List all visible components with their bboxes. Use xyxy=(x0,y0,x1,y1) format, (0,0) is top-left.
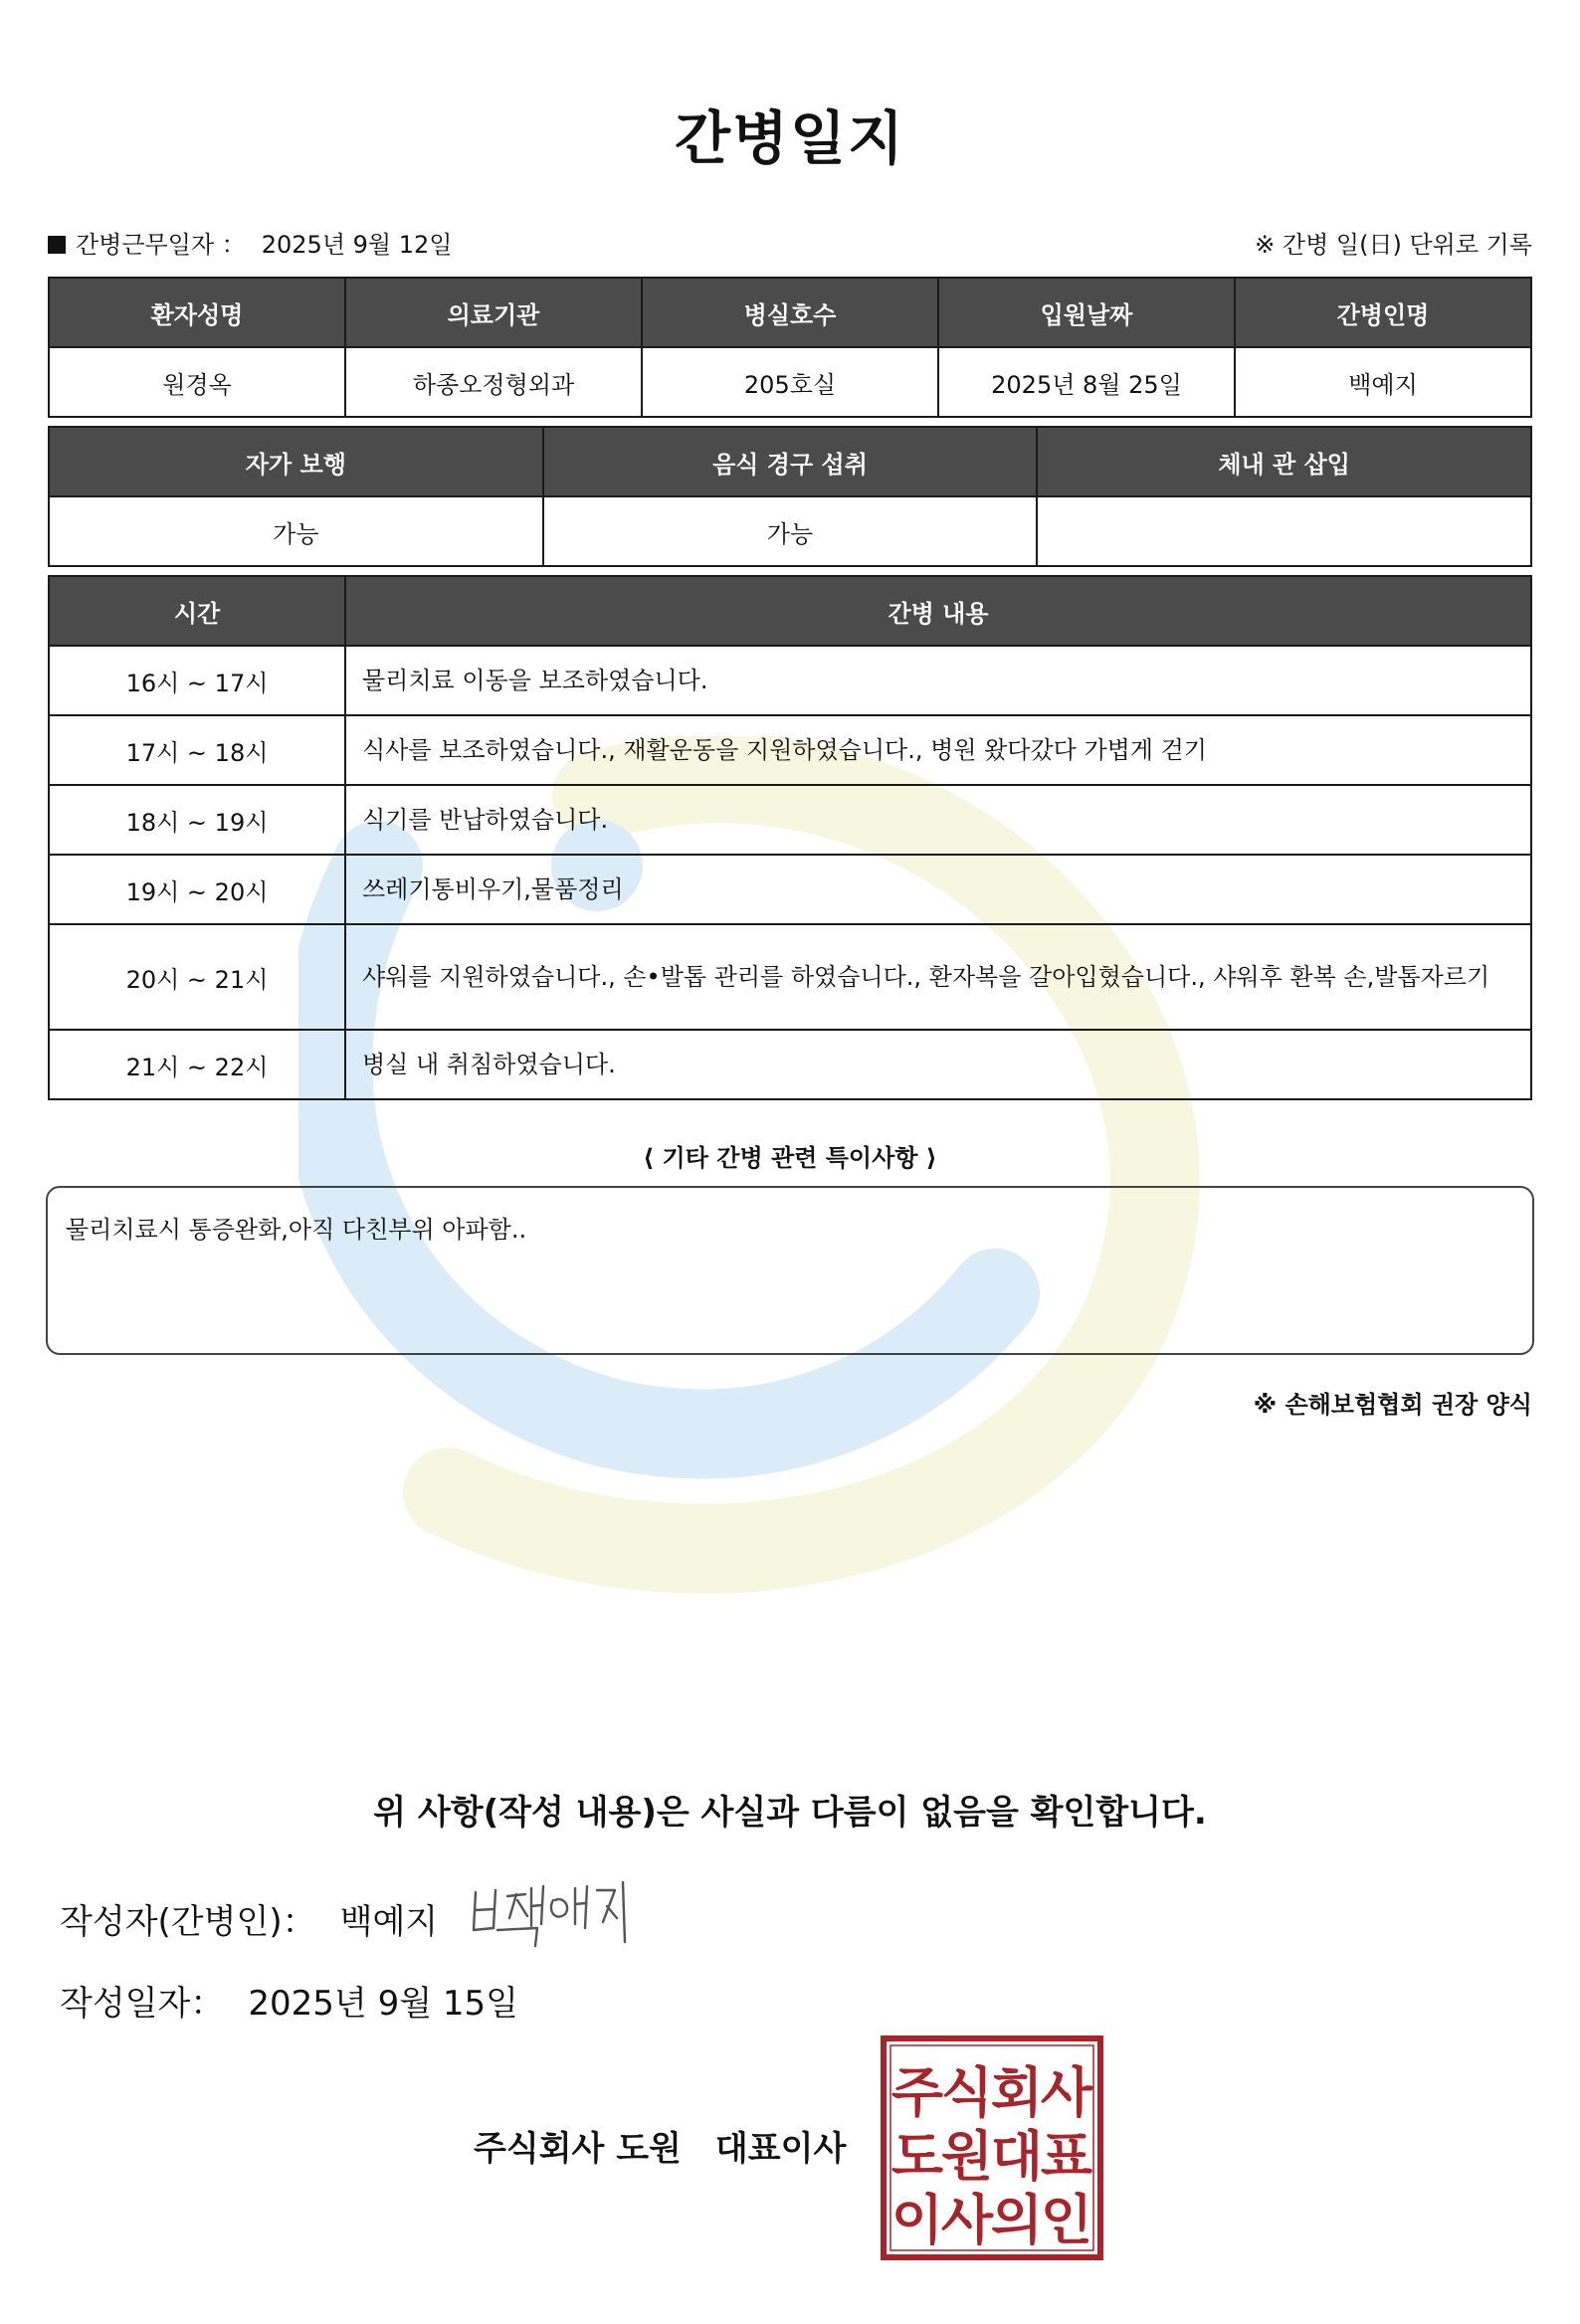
svg-text:이: 이 xyxy=(890,2189,944,2251)
header-admission-date: 입원날짜 xyxy=(938,278,1235,347)
svg-text:의: 의 xyxy=(990,2189,1044,2251)
room-number: 205호실 xyxy=(642,347,938,417)
header-hospital: 의료기관 xyxy=(345,278,642,347)
svg-text:사: 사 xyxy=(940,2189,994,2251)
table-row xyxy=(49,785,1531,855)
company-line xyxy=(474,2121,846,2170)
svg-text:표: 표 xyxy=(1040,2125,1093,2188)
patient-value-row xyxy=(49,347,1531,417)
caregiver-name: 백예지 xyxy=(1235,347,1531,417)
status-value-row xyxy=(49,496,1531,566)
company-seal xyxy=(881,2035,1103,2260)
care-content-cell: 쓰레기통비우기,물품정리 xyxy=(345,855,1531,924)
duty-date-line xyxy=(48,225,452,260)
form-source-note: ※ 손해보험협회 권장 양식 xyxy=(1253,1391,1532,1419)
time-cell: 21시 ~ 22시 xyxy=(49,1030,345,1099)
patient-header-row xyxy=(49,278,1531,347)
svg-text:식: 식 xyxy=(940,2061,994,2124)
care-content-cell: 식기를 반납하였습니다. xyxy=(345,785,1531,855)
time-cell: 16시 ~ 17시 xyxy=(49,646,345,715)
author-line xyxy=(60,1894,438,1943)
table-row xyxy=(49,855,1531,924)
time-cell: 17시 ~ 18시 xyxy=(49,715,345,785)
patient-status-table xyxy=(48,426,1532,567)
table-row xyxy=(49,646,1531,715)
duty-date-value: 2025년 9월 12일 xyxy=(261,231,453,259)
duty-date-label: 간병근무일자 ： xyxy=(76,231,246,259)
care-log-table xyxy=(48,575,1532,1100)
notes-box xyxy=(46,1186,1534,1355)
header-room: 병실호수 xyxy=(642,278,938,347)
header-self-walking: 자가 보행 xyxy=(49,427,543,496)
written-date-label: 작성일자： xyxy=(60,1984,225,2024)
table-row xyxy=(49,1030,1531,1099)
header-oral-intake: 음식 경구 섭취 xyxy=(543,427,1038,496)
patient-name: 원경옥 xyxy=(49,347,345,417)
care-content-cell: 식사를 보조하였습니다., 재활운동을 지원하였습니다., 병원 왔다갔다 가볍게 걷기 xyxy=(345,715,1531,785)
written-date-line xyxy=(60,1976,518,2025)
header-patient-name: 환자성명 xyxy=(49,278,345,347)
written-date: 2025년 9월 15일 xyxy=(248,1984,518,2024)
table-row xyxy=(49,924,1531,1030)
care-log-header-row xyxy=(49,576,1531,646)
care-content-cell: 물리치료 이동을 보조하였습니다. xyxy=(345,646,1531,715)
svg-text:회: 회 xyxy=(990,2061,1044,2124)
patient-info-table xyxy=(48,277,1532,418)
table-row xyxy=(49,715,1531,785)
confirmation-statement: 위 사항(작성 내용)은 사실과 다름이 없음을 확인합니다. xyxy=(373,1793,1207,1833)
svg-text:도: 도 xyxy=(890,2125,944,2188)
author-label: 작성자(간병인)： xyxy=(60,1902,316,1942)
svg-text:원: 원 xyxy=(940,2125,994,2188)
self-walking-value: 가능 xyxy=(49,496,543,566)
meta-row xyxy=(48,225,1532,261)
header-care-content: 간병 내용 xyxy=(345,576,1531,646)
tube-insertion-value xyxy=(1037,496,1531,566)
oral-intake-value: 가능 xyxy=(543,496,1038,566)
svg-text:인: 인 xyxy=(1040,2189,1093,2251)
hospital-name: 하종오정형외과 xyxy=(345,347,642,417)
notes-text: 물리치료시 통증완화,아직 다친부위 아파함.. xyxy=(66,1216,527,1244)
header-tube-insertion: 체내 관 삽입 xyxy=(1037,427,1531,496)
time-cell: 20시 ~ 21시 xyxy=(49,924,345,1030)
handwritten-signature xyxy=(468,1878,637,1950)
status-header-row xyxy=(49,427,1531,496)
document-title: 간병일지 xyxy=(674,104,906,172)
care-content-cell: 샤워를 지원하였습니다., 손•발톱 관리를 하였습니다., 환자복을 갈아입혔습니다., 샤워후 환복 손,발톱자르기 xyxy=(345,924,1531,1030)
header-caregiver: 간병인명 xyxy=(1235,278,1531,347)
admission-date: 2025년 8월 25일 xyxy=(938,347,1235,417)
representative-title: 대표이사 xyxy=(714,2129,847,2169)
time-cell: 18시 ~ 19시 xyxy=(49,785,345,855)
square-bullet-icon xyxy=(48,236,66,254)
unit-note: ※ 간병 일(日) 단위로 기록 xyxy=(1255,231,1532,259)
svg-text:대: 대 xyxy=(990,2125,1044,2188)
header-time: 시간 xyxy=(49,576,345,646)
company-name: 주식회사 도원 xyxy=(474,2129,682,2169)
svg-text:사: 사 xyxy=(1040,2061,1093,2124)
author-name: 백예지 xyxy=(339,1902,439,1942)
svg-text:주: 주 xyxy=(890,2061,944,2124)
care-content-cell: 병실 내 취침하였습니다. xyxy=(345,1030,1531,1099)
notes-title: ⟨ 기타 간병 관련 특이사항 ⟩ xyxy=(643,1144,937,1172)
time-cell: 19시 ~ 20시 xyxy=(49,855,345,924)
